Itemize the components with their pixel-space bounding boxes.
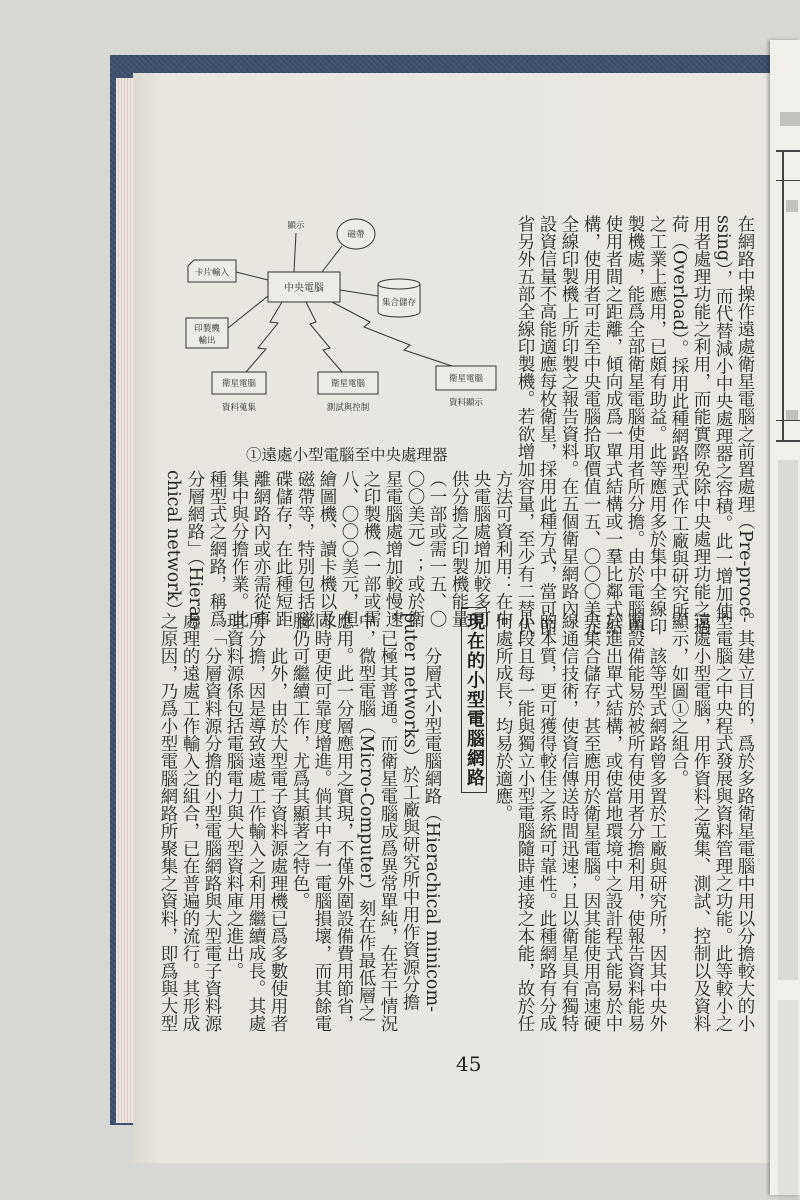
text-column: ssing），而代替減小中央處理器之容積。此一增加使 xyxy=(713,215,733,620)
text-column: （一部或需一五、〇 xyxy=(427,470,447,628)
figure-caption: ①遠處小型電腦至中央處理器 xyxy=(246,446,448,464)
text-column: 之印製機（一部或需 xyxy=(361,470,381,628)
connector-line xyxy=(306,302,342,372)
satellite-computer-label: 衛星電腦 xyxy=(330,379,366,389)
text-column: 腦仍可繼續工作，尤爲其顯著之特色。 xyxy=(290,612,310,910)
text-column: 該等型式網路曾多置於工廠與研究所，因其中央外 xyxy=(647,647,667,1032)
text-column: 央電腦處增加較多可 xyxy=(471,470,491,628)
adjacent-page-edge xyxy=(770,40,800,1195)
adjacent-page-rule xyxy=(782,150,784,440)
adjacent-page-rule xyxy=(776,420,800,421)
text-column: ，已極其普通。而衛星電腦成爲異常單純，在若干情況 xyxy=(378,612,398,1032)
text-column: 全線印製機上所印製之報告資料。在五個衛星網路內， xyxy=(559,215,579,635)
text-column: 的本質，更可獲得較佳之系統可靠性。此種網路有分成 xyxy=(537,612,557,1032)
text-column: 供分擔之印製機能量 xyxy=(449,470,469,628)
text-column: 圍設備能易於被所有使用者分擔利用，使報告資料能易 xyxy=(625,612,645,1032)
text-column: 省另外五部全線印製機。若欲增加容量，至少有二替代 xyxy=(515,215,535,635)
text-column: 星電腦處增加較慢速 xyxy=(383,470,403,628)
adjacent-page-rule xyxy=(776,180,800,181)
satellite-computer-label: 衛星電腦 xyxy=(221,379,257,389)
card-input-label: 卡片輸入 xyxy=(194,268,230,278)
lower-right-text-block xyxy=(492,612,756,1044)
text-column: 此外，由於大型電子資料源處理機已爲多數使用者 xyxy=(268,647,288,1032)
text-column: 之工業上應用，已頗有助益。此等應用多於集中全線印 xyxy=(647,215,667,635)
text-column: 線通信技術，使資信傳送時間迅速；且以衛星具有獨特 xyxy=(559,612,579,1032)
text-column: 何處所成長，均易於適應。 xyxy=(493,612,513,822)
adjacent-page-mark xyxy=(786,200,798,212)
text-column: 八、〇〇〇美元，但 xyxy=(339,470,359,628)
connector-line xyxy=(236,272,268,280)
text-column: 集中與分擔作業。此 xyxy=(229,470,249,628)
common-storage-label: 集合儲存 xyxy=(381,298,417,308)
terminal-label: 顯示 xyxy=(287,221,305,231)
text-column: chical network） xyxy=(163,470,183,619)
text-column: 理資料源係包括電腦電力與大型資料庫之進出。 xyxy=(224,612,244,980)
text-column: 種型式之網路，稱爲「 xyxy=(207,470,227,645)
text-column: 方法可資利用：在中 xyxy=(493,470,513,628)
section-heading: 現在的小型電腦網路 xyxy=(461,607,487,793)
lower-left-text-block xyxy=(157,612,443,1044)
text-column: 用者處理功能之利用，而能實際免除中央處理功能之過 xyxy=(691,215,711,635)
adjacent-page-mark xyxy=(786,410,798,420)
text-column: 央集合儲存，甚至應用於衛星電腦。因其能使用高速硬 xyxy=(581,612,601,1032)
satellite-function-label: 測試與控制 xyxy=(326,403,370,413)
text-column: 。其建立目的，爲於多路衛星電腦中用以分擔較大的小 xyxy=(735,612,755,1032)
storage-cylinder-top xyxy=(378,279,420,289)
text-column: 於進出單式結構，或使當地環境中之設計程式能易於中 xyxy=(603,612,623,1032)
adjacent-page-rule xyxy=(776,150,800,152)
page-edges xyxy=(116,78,134,1123)
text-column: puter networks）於工廠與研究所中用作資源分擔 xyxy=(400,612,420,1011)
adjacent-page-mark xyxy=(778,1000,798,1200)
text-column: 構，使用者可走至中央電腦拾取價值一五、〇〇〇美元 xyxy=(581,215,601,635)
text-column: 遠處小型電腦，用作資料之蒐集、測試、控制以及資料 xyxy=(691,612,711,1032)
text-column: 小段且每一能與獨立小型電腦隨時連接之本能，故於任 xyxy=(515,612,535,1032)
text-column: 繪圖機、讀卡機以及 xyxy=(317,470,337,628)
upper-right-text-block xyxy=(514,215,756,647)
text-column: 製機處，能爲全部衛星電腦使用者所分擔。由於電腦與 xyxy=(625,215,645,635)
text-column: 設資信量不高能適應每枚衛星，採用此種方式，當可節 xyxy=(537,215,557,635)
text-column: 應用。此一分層應用之實現，不僅外圍設備費用節省， xyxy=(334,612,354,1032)
text-column: 同時更使可靠度增進。倘其中有一電腦損壞，而其餘電 xyxy=(312,612,332,1032)
satellite-function-label: 資料蒐集 xyxy=(221,403,257,413)
text-column: 型電腦之中央程式發展與資料管理之功能。此等較小之 xyxy=(713,612,733,1032)
connector-line xyxy=(322,246,342,272)
printer-label-2: 輸出 xyxy=(198,336,216,346)
text-column: 分層式小型電腦網路（Hierachical minicom- xyxy=(422,647,442,1012)
text-column: 處理的遠處工作輸入之組合，已在普遍的流行。其形成 xyxy=(180,612,200,1032)
printer-label: 印製機 xyxy=(194,324,220,334)
text-column: 所分擔，因是導致遠處工作輸入之利用繼續成長。其處 xyxy=(246,612,266,1032)
text-column: 使用者間之距離，傾向成爲一單式結構或一羣比鄰式結 xyxy=(603,215,623,635)
text-column: 碟儲存，在此種短距 xyxy=(273,470,293,628)
central-computer-label: 中央電腦 xyxy=(284,283,324,294)
adjacent-page-mark xyxy=(780,112,800,126)
text-column: 〇〇美元）；或於衛 xyxy=(405,470,425,628)
text-column: 磁帶等，特別包括磁 xyxy=(295,470,315,628)
satellite-computer-label: 衛星電腦 xyxy=(448,374,484,384)
connector-line xyxy=(246,302,282,372)
text-column: 離網路內或亦需從事 xyxy=(251,470,271,628)
text-column: 分層資料源分擔的小型電腦網路與大型電子資料源 xyxy=(202,647,222,1032)
page-number: 45 xyxy=(456,1052,482,1076)
adjacent-page-rule xyxy=(776,440,800,442)
text-column: 顯示，如圖①之組合。 xyxy=(669,612,689,787)
connector-line xyxy=(294,233,296,272)
text-column: 中，微型電腦（Micro-Computer）刻在作最低層之 xyxy=(356,612,376,1022)
adjacent-page-mark xyxy=(778,460,798,980)
connector-line xyxy=(228,296,268,328)
connector-line xyxy=(340,290,378,296)
satellite-function-label: 資料顯示 xyxy=(448,398,484,408)
tape-label: 磁帶 xyxy=(347,230,365,240)
text-column: 荷（Overload）。採用此種網路型式作工廠與研究所 xyxy=(669,215,689,620)
text-column: 在網路中操作遠處衛星電腦之前置處理（Pre-proce- xyxy=(735,215,755,623)
text-column: 之原因，乃爲小型電腦網路所聚集之資料，即爲與大型 xyxy=(158,612,178,1032)
network-diagram xyxy=(170,210,515,445)
text-column: 分層網路」（Hierar- xyxy=(185,470,205,631)
